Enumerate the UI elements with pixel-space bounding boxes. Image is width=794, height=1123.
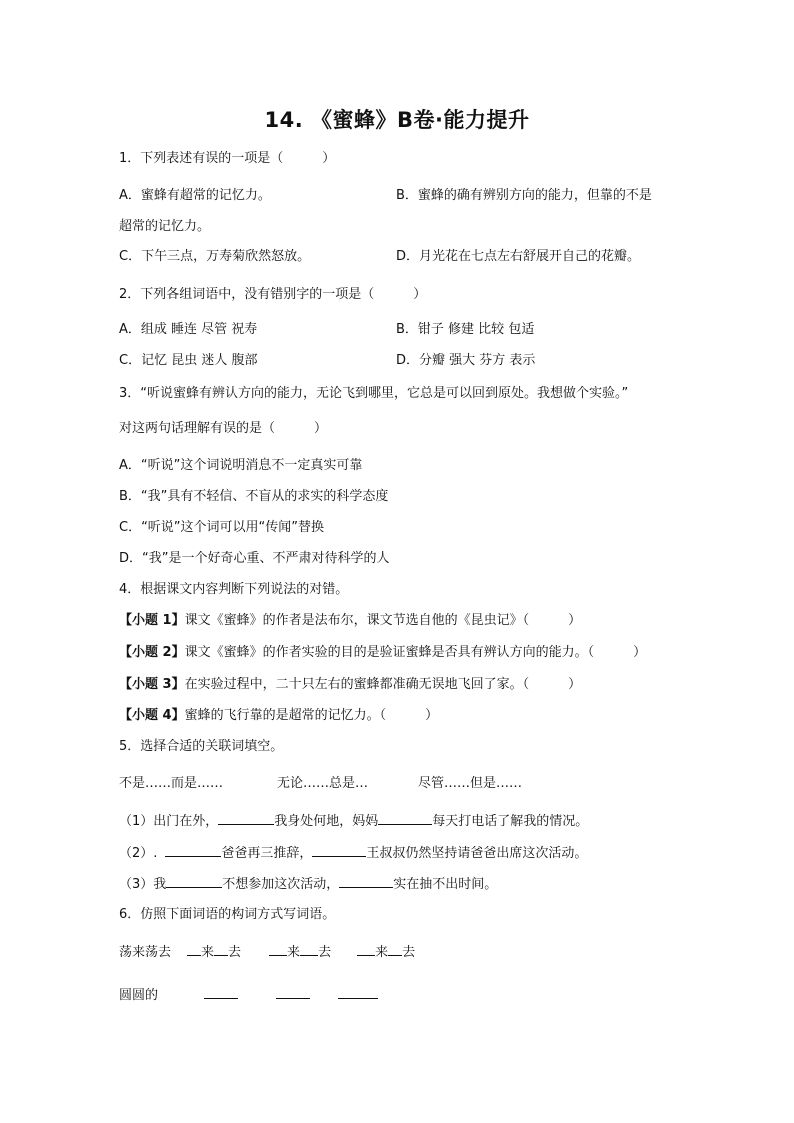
q5-sentence-text: （2）. — [119, 846, 158, 861]
q4-item — [119, 612, 581, 630]
fill-blank[interactable] — [338, 985, 378, 999]
q1-option-b: B．蜜蜂的确有辨别方向的能力，但靠的不是 — [396, 188, 652, 203]
q4-item-text: 课文《蜜蜂》的作者实验的目的是验证蜜蜂是否具有辨认方向的能力。（ ） — [184, 645, 647, 660]
q4-item-tag: 【小题 3】 — [119, 677, 185, 692]
q4-item-text: 蜜蜂的飞行靠的是超常的记忆力。（ ） — [184, 708, 439, 723]
q5-sentence-text: 每天打电话了解我的情况。 — [432, 814, 589, 829]
q6-example: 荡来荡去 — [119, 945, 172, 960]
q1-stem: 1．下列表述有误的一项是（ ） — [119, 151, 336, 166]
q5-sentence-text: 王叔叔仍然坚持请爸爸出席这次活动。 — [366, 846, 588, 861]
q2-option-d: D．分瓣 强大 芬方 表示 — [396, 353, 536, 368]
fill-blank[interactable] — [218, 811, 274, 825]
page-title: 14. 《蜜蜂》B卷·能力提升 — [264, 108, 530, 132]
q5-sentence-text: （1）出门在外， — [119, 814, 219, 829]
fill-blank[interactable] — [269, 942, 287, 956]
q5-sentence-1 — [119, 811, 588, 831]
fill-blank[interactable] — [300, 942, 318, 956]
q1-option-b-cont: 超常的记忆力。 — [119, 219, 211, 234]
q4-item-text: 课文《蜜蜂》的作者是法布尔，课文节选自他的《昆虫记》（ ） — [184, 613, 582, 628]
q5-option-2: 无论……总是… — [277, 776, 369, 791]
q6-stem: 6．仿照下面词语的构词方式写词语。 — [119, 907, 336, 922]
fill-blank[interactable] — [204, 985, 238, 999]
q1-option-d: D．月光花在七点左右舒展开自己的花瓣。 — [396, 249, 641, 264]
q6-pattern-char: 来 — [287, 945, 301, 960]
fill-blank[interactable] — [357, 942, 375, 956]
q6-pattern-row — [119, 985, 378, 1005]
q2-option-a: A．组成 睡连 尽管 祝寿 — [119, 322, 258, 337]
q5-stem: 5．选择合适的关联词填空。 — [119, 739, 284, 754]
q3-option-a: A．“听说”这个词说明消息不一定真实可靠 — [119, 458, 363, 473]
q5-sentence-text: 实在抽不出时间。 — [393, 877, 498, 892]
q4-item — [119, 676, 581, 694]
q5-sentence-text: （3）我 — [119, 877, 167, 892]
q6-example: 圆圆的 — [119, 988, 159, 1003]
q6-pattern-row — [119, 942, 415, 962]
q5-sentence-text: 爸爸再三推辞， — [221, 846, 313, 861]
q1-option-c: C．下午三点，万寿菊欣然怒放。 — [119, 249, 311, 264]
fill-blank[interactable] — [312, 843, 366, 857]
q5-sentence-text: 不想参加这次活动， — [222, 877, 340, 892]
fill-blank[interactable] — [388, 942, 402, 956]
q1-option-a: A．蜜蜂有超常的记忆力。 — [119, 188, 271, 203]
fill-blank[interactable] — [378, 811, 432, 825]
q4-item-tag: 【小题 1】 — [119, 613, 185, 628]
q6-pattern-char: 来 — [375, 945, 389, 960]
q3-option-d: D．“我”是一个好奇心重、不严肃对待科学的人 — [119, 551, 390, 566]
q3-stem: 3．“听说蜜蜂有辨认方向的能力，无论飞到哪里，它总是可以回到原处。我想做个实验。” — [119, 386, 629, 401]
q3-option-c: C．“听说”这个词可以用“传闻”替换 — [119, 520, 325, 535]
q5-option-3: 尽管……但是…… — [418, 776, 523, 791]
q2-option-b: B．钳子 修建 比较 包适 — [396, 322, 535, 337]
fill-blank[interactable] — [214, 942, 228, 956]
q4-item — [119, 644, 646, 662]
fill-blank[interactable] — [187, 942, 201, 956]
q2-option-c: C．记忆 昆虫 迷人 腹部 — [119, 353, 258, 368]
q6-pattern-char: 去 — [228, 945, 242, 960]
q5-sentence-2 — [119, 843, 587, 863]
q2-stem: 2．下列各组词语中，没有错别字的一项是（ ） — [119, 287, 427, 302]
fill-blank[interactable] — [276, 985, 310, 999]
q5-sentence-3 — [119, 874, 497, 894]
q4-item-tag: 【小题 4】 — [119, 708, 185, 723]
q5-option-1: 不是……而是…… — [119, 776, 224, 791]
q6-pattern-char: 来 — [201, 945, 215, 960]
q4-item-tag: 【小题 2】 — [119, 645, 185, 660]
q4-stem: 4．根据课文内容判断下列说法的对错。 — [119, 582, 349, 597]
fill-blank[interactable] — [339, 874, 393, 888]
q3-option-b: B．“我”具有不轻信、不盲从的求实的科学态度 — [119, 489, 389, 504]
q5-sentence-text: 我身处何地，妈妈 — [274, 814, 379, 829]
q6-pattern-char: 去 — [318, 945, 332, 960]
q3-stem-cont: 对这两句话理解有误的是（ ） — [119, 421, 328, 436]
q4-item — [119, 707, 438, 725]
fill-blank[interactable] — [166, 874, 222, 888]
fill-blank[interactable] — [165, 843, 221, 857]
q6-pattern-char: 去 — [402, 945, 416, 960]
q4-item-text: 在实验过程中，二十只左右的蜜蜂都准确无误地飞回了家。（ ） — [184, 677, 582, 692]
